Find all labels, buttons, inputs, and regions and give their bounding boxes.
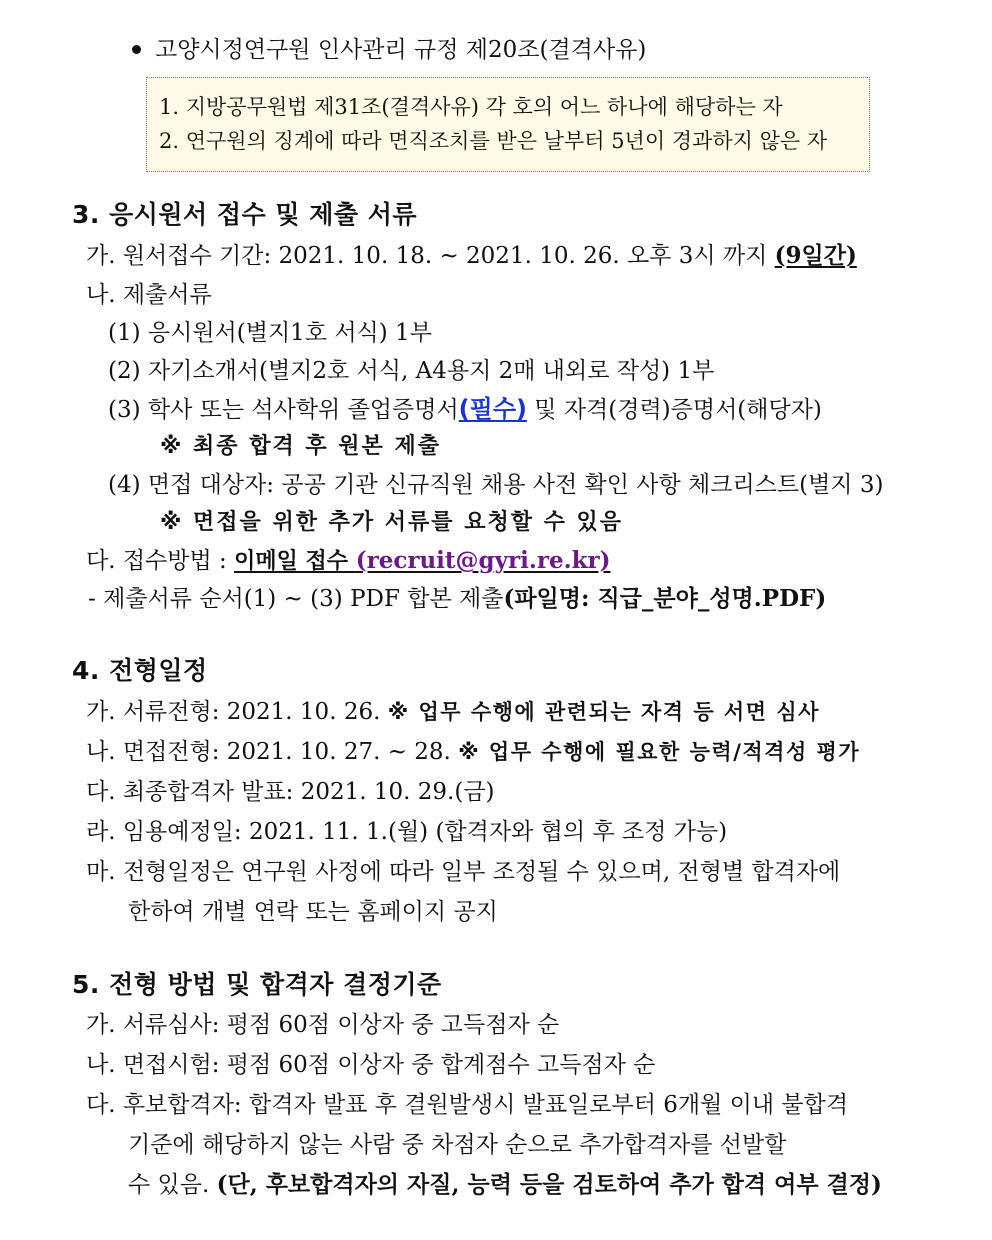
section-4-na: 나. 면접전형: 2021. 10. 27. ~ 28. ※ 업무 수행에 필요한 능력/적격성 평가 <box>86 739 861 765</box>
section-3-ga: 가. 원서접수 기간: 2021. 10. 18. ~ 2021. 10. 26. 오후 3시 까지 (9일간) <box>86 242 857 269</box>
section-5-na: 나. 면접시험: 평점 60점 이상자 중 합계점수 고득점자 순 <box>86 1052 656 1078</box>
submission-method: 이메일 접수 (recruit@gyri.re.kr) <box>234 547 611 574</box>
section-3-heading: 3. 응시원서 접수 및 제출 서류 <box>72 200 418 229</box>
document-item-1: (1) 응시원서(별지1호 서식) 1부 <box>108 320 432 346</box>
section-5-da-line-3: 수 있음. (단, 후보합격자의 자질, 능력 등을 검토하여 추가 합격 여부 결정) <box>128 1171 882 1198</box>
file-order-note: - 제출서류 순서(1) ~ (3) PDF 합본 제출(파일명: 직급_분야_성명.PDF) <box>88 585 827 612</box>
period-days: (9일간) <box>774 242 857 269</box>
section-5-ga: 가. 서류심사: 평점 60점 이상자 중 고득점자 순 <box>86 1012 560 1038</box>
section-3-na: 나. 제출서류 <box>86 282 212 308</box>
section-5-heading: 5. 전형 방법 및 합격자 결정기준 <box>72 970 442 999</box>
required-mark: (필수) <box>458 395 527 423</box>
section-3-da: 다. 접수방법 : 이메일 접수 (recruit@gyri.re.kr) <box>86 547 611 574</box>
box-line-2: 2. 연구원의 징계에 따라 면직조치를 받은 날부터 5년이 경과하지 않은 자 <box>159 129 828 153</box>
regulation-bullet: 고양시정연구원 인사관리 규정 제20조(결격사유) <box>132 35 646 65</box>
section-5-da-line-1: 다. 후보합격자: 합격자 발표 후 결원발생시 발표일로부터 6개월 이내 불합격 <box>86 1092 849 1118</box>
section-4-ma-line-1: 마. 전형일정은 연구원 사정에 따라 일부 조정될 수 있으며, 전형별 합격자에 <box>86 859 841 885</box>
section-4-heading: 4. 전형일정 <box>72 656 208 685</box>
note-original-submission: ※ 최종 합격 후 원본 제출 <box>160 434 441 459</box>
note-additional-docs: ※ 면접을 위한 추가 서류를 요청할 수 있음 <box>160 510 624 535</box>
disqualification-box <box>146 77 870 172</box>
section-4-ma-line-2: 한하여 개별 연락 또는 홈페이지 공지 <box>128 899 498 925</box>
bullet-dot-icon <box>132 45 141 54</box>
document-item-4: (4) 면접 대상자: 공공 기관 신규직원 채용 사전 확인 사항 체크리스트(별지 3) <box>108 472 884 498</box>
document-item-2: (2) 자기소개서(별지2호 서식, A4용지 2매 내외로 작성) 1부 <box>108 358 715 384</box>
section-4-ra: 라. 임용예정일: 2021. 11. 1.(월) (합격자와 협의 후 조정 가능) <box>86 819 728 845</box>
section-4-ga: 가. 서류전형: 2021. 10. 26. ※ 업무 수행에 관련되는 자격 등 서면 심사 <box>86 699 820 725</box>
section-5-da-line-2: 기준에 해당하지 않는 사람 중 차점자 순으로 추가합격자를 선발할 <box>128 1132 787 1158</box>
section-4-da: 다. 최종합격자 발표: 2021. 10. 29.(금) <box>86 779 495 805</box>
email-link[interactable]: (recruit@gyri.re.kr) <box>355 547 611 574</box>
box-line-1: 1. 지방공무원법 제31조(결격사유) 각 호의 어느 하나에 해당하는 자 <box>159 95 783 119</box>
document-item-3: (3) 학사 또는 석사학위 졸업증명서(필수) 및 자격(경력)증명서(해당자) <box>108 395 822 423</box>
